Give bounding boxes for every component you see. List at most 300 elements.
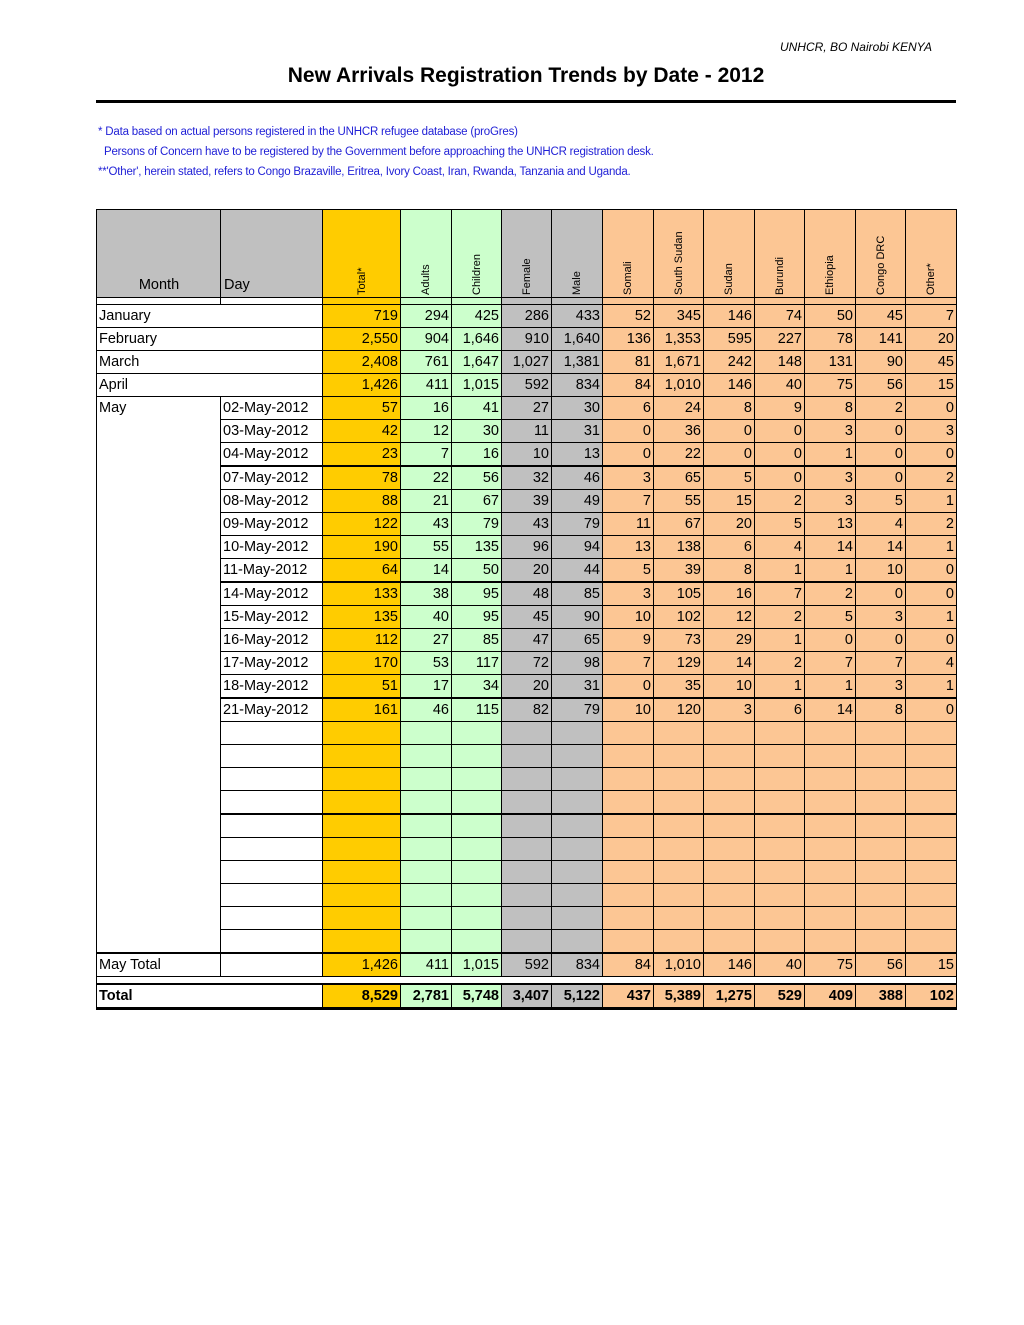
value-cell: 78 <box>323 466 401 490</box>
value-cell: 10 <box>856 559 906 583</box>
empty-cell <box>654 884 704 907</box>
column-header-label: Congo DRC <box>874 235 887 295</box>
empty-cell <box>552 722 603 745</box>
value-cell: 9 <box>755 397 805 420</box>
empty-cell <box>323 791 401 815</box>
empty-cell <box>654 838 704 861</box>
empty-cell <box>654 791 704 815</box>
empty-cell <box>755 768 805 791</box>
day-row <box>97 397 957 420</box>
empty-cell <box>552 768 603 791</box>
value-cell: 45 <box>502 606 552 629</box>
day-row <box>97 582 957 606</box>
value-cell: 1,275 <box>704 984 755 1009</box>
day-label: 07-May-2012 <box>221 466 323 490</box>
empty-row <box>97 791 957 815</box>
value-cell: 0 <box>856 582 906 606</box>
value-cell: 95 <box>452 606 502 629</box>
value-cell: 1,671 <box>654 351 704 374</box>
empty-cell <box>552 930 603 954</box>
value-cell: 51 <box>323 675 401 699</box>
note-line: Persons of Concern have to be registered by the Government before approaching the UNHCR registration desk. <box>104 146 654 158</box>
value-cell: 0 <box>906 698 957 722</box>
empty-cell <box>654 745 704 768</box>
column-header-label: Somali <box>622 261 634 295</box>
empty-cell <box>906 907 957 930</box>
empty-cell <box>502 907 552 930</box>
spacer-cell <box>221 298 323 305</box>
value-cell: 45 <box>906 351 957 374</box>
value-cell: 95 <box>452 582 502 606</box>
empty-cell <box>755 722 805 745</box>
value-cell: 29 <box>704 629 755 652</box>
value-cell: 135 <box>452 536 502 559</box>
value-cell: 16 <box>452 443 502 467</box>
value-cell: 15 <box>906 374 957 397</box>
value-cell: 30 <box>552 397 603 420</box>
column-header-label: Adults <box>420 264 432 295</box>
value-cell: 32 <box>502 466 552 490</box>
value-cell: 0 <box>755 443 805 467</box>
empty-cell <box>323 814 401 838</box>
value-cell: 190 <box>323 536 401 559</box>
value-cell: 5 <box>603 559 654 583</box>
empty-cell <box>805 768 856 791</box>
value-cell: 3 <box>603 466 654 490</box>
empty-cell <box>323 884 401 907</box>
value-cell: 16 <box>704 582 755 606</box>
value-cell: 40 <box>755 953 805 977</box>
value-cell: 6 <box>755 698 805 722</box>
value-cell: 27 <box>502 397 552 420</box>
value-cell: 138 <box>654 536 704 559</box>
value-cell: 146 <box>704 305 755 328</box>
value-cell: 79 <box>452 513 502 536</box>
value-cell: 94 <box>552 536 603 559</box>
value-cell: 13 <box>805 513 856 536</box>
note-line: **'Other', herein stated, refers to Congo Brazaville, Eritrea, Ivory Coast, Iran, Rwanda, Tanzania and Uganda. <box>98 166 631 178</box>
empty-cell <box>502 745 552 768</box>
value-cell: 294 <box>401 305 452 328</box>
column-header-label: Ethiopia <box>824 255 836 295</box>
value-cell: 433 <box>552 305 603 328</box>
value-cell: 81 <box>603 351 654 374</box>
day-label: 08-May-2012 <box>221 490 323 513</box>
value-cell: 146 <box>704 953 755 977</box>
empty-cell <box>654 768 704 791</box>
value-cell: 135 <box>323 606 401 629</box>
empty-cell <box>856 884 906 907</box>
value-cell: 47 <box>502 629 552 652</box>
column-header-label: Male <box>571 271 583 295</box>
value-cell: 834 <box>552 374 603 397</box>
value-cell: 0 <box>805 629 856 652</box>
value-cell: 74 <box>755 305 805 328</box>
title-rule <box>96 100 956 103</box>
value-cell: 7 <box>906 305 957 328</box>
empty-cell <box>603 745 654 768</box>
value-cell: 3 <box>805 490 856 513</box>
value-cell: 0 <box>906 629 957 652</box>
value-cell: 7 <box>805 652 856 675</box>
value-cell: 0 <box>755 420 805 443</box>
empty-cell <box>755 884 805 907</box>
month-row <box>97 374 957 397</box>
value-cell: 7 <box>603 652 654 675</box>
value-cell: 67 <box>654 513 704 536</box>
value-cell: 409 <box>805 984 856 1009</box>
empty-cell <box>856 838 906 861</box>
value-cell: 23 <box>323 443 401 467</box>
empty-row <box>97 814 957 838</box>
day-row <box>97 629 957 652</box>
column-header <box>755 210 805 298</box>
value-cell: 48 <box>502 582 552 606</box>
value-cell: 141 <box>856 328 906 351</box>
day-label <box>221 768 323 791</box>
value-cell: 112 <box>323 629 401 652</box>
empty-row <box>97 722 957 745</box>
spacer-cell <box>502 298 552 305</box>
value-cell: 1,646 <box>452 328 502 351</box>
empty-cell <box>502 791 552 815</box>
day-row <box>97 559 957 583</box>
empty-cell <box>704 838 755 861</box>
value-cell: 1,640 <box>552 328 603 351</box>
value-cell: 72 <box>502 652 552 675</box>
value-cell: 0 <box>906 559 957 583</box>
value-cell: 11 <box>603 513 654 536</box>
value-cell: 5,748 <box>452 984 502 1009</box>
empty-cell <box>906 884 957 907</box>
day-row <box>97 536 957 559</box>
value-cell: 3,407 <box>502 984 552 1009</box>
value-cell: 904 <box>401 328 452 351</box>
month-row <box>97 305 957 328</box>
empty-cell <box>603 722 654 745</box>
value-cell: 0 <box>603 443 654 467</box>
value-cell: 592 <box>502 374 552 397</box>
value-cell: 84 <box>603 953 654 977</box>
empty-cell <box>603 884 654 907</box>
day-row <box>97 513 957 536</box>
value-cell: 595 <box>704 328 755 351</box>
empty-cell <box>502 768 552 791</box>
value-cell: 129 <box>654 652 704 675</box>
footnotes <box>98 122 654 182</box>
page-title: New Arrivals Registration Trends by Date - 2012 <box>287 64 765 87</box>
empty-cell <box>552 745 603 768</box>
value-cell: 1 <box>906 606 957 629</box>
empty-cell <box>502 861 552 884</box>
spacer-cell <box>755 298 805 305</box>
value-cell: 22 <box>401 466 452 490</box>
value-cell: 6 <box>704 536 755 559</box>
value-cell: 75 <box>805 374 856 397</box>
empty-row <box>97 838 957 861</box>
value-cell: 1 <box>755 629 805 652</box>
value-cell: 425 <box>452 305 502 328</box>
day-row <box>97 490 957 513</box>
day-label <box>221 930 323 954</box>
value-cell: 82 <box>502 698 552 722</box>
empty-cell <box>452 861 502 884</box>
value-cell: 6 <box>603 397 654 420</box>
empty-cell <box>502 884 552 907</box>
value-cell: 46 <box>401 698 452 722</box>
value-cell: 17 <box>401 675 452 699</box>
value-cell: 52 <box>603 305 654 328</box>
month-row <box>97 351 957 374</box>
empty-cell <box>323 907 401 930</box>
value-cell: 1 <box>906 675 957 699</box>
empty-cell <box>805 745 856 768</box>
value-cell: 5 <box>755 513 805 536</box>
empty-cell <box>755 838 805 861</box>
empty-cell <box>323 930 401 954</box>
value-cell: 12 <box>401 420 452 443</box>
value-cell: 105 <box>654 582 704 606</box>
empty-cell <box>323 861 401 884</box>
value-cell: 2 <box>805 582 856 606</box>
value-cell: 2 <box>755 652 805 675</box>
spacer-cell <box>603 298 654 305</box>
column-header-label: Female <box>520 258 533 295</box>
empty-cell <box>906 838 957 861</box>
empty-cell <box>654 930 704 954</box>
value-cell: 136 <box>603 328 654 351</box>
empty-cell <box>452 722 502 745</box>
month-label: April <box>97 374 323 397</box>
empty-cell <box>906 745 957 768</box>
value-cell: 719 <box>323 305 401 328</box>
value-cell: 2 <box>755 606 805 629</box>
spacer-row <box>97 298 957 305</box>
empty-cell <box>401 745 452 768</box>
empty-cell <box>654 907 704 930</box>
day-row <box>97 698 957 722</box>
column-header <box>654 210 704 298</box>
value-cell: 31 <box>552 675 603 699</box>
empty-cell <box>704 884 755 907</box>
day-label <box>221 861 323 884</box>
value-cell: 21 <box>401 490 452 513</box>
value-cell: 14 <box>704 652 755 675</box>
value-cell: 90 <box>552 606 603 629</box>
empty-cell <box>452 884 502 907</box>
empty-cell <box>323 768 401 791</box>
value-cell: 2,408 <box>323 351 401 374</box>
value-cell: 14 <box>805 536 856 559</box>
empty-cell <box>856 861 906 884</box>
value-cell: 1 <box>755 675 805 699</box>
value-cell: 170 <box>323 652 401 675</box>
empty-cell <box>856 907 906 930</box>
month-header: Month <box>97 210 221 298</box>
empty-cell <box>603 907 654 930</box>
empty-cell <box>603 930 654 954</box>
value-cell: 39 <box>654 559 704 583</box>
value-cell: 12 <box>704 606 755 629</box>
value-cell: 13 <box>552 443 603 467</box>
column-header-label: Total* <box>355 267 368 295</box>
value-cell: 1,647 <box>452 351 502 374</box>
value-cell: 4 <box>755 536 805 559</box>
value-cell: 0 <box>856 466 906 490</box>
empty-cell <box>603 768 654 791</box>
empty-row <box>97 745 957 768</box>
empty-row <box>97 907 957 930</box>
value-cell: 27 <box>401 629 452 652</box>
value-cell: 3 <box>805 466 856 490</box>
value-cell: 31 <box>552 420 603 443</box>
spacer-row <box>97 977 957 985</box>
value-cell: 57 <box>323 397 401 420</box>
day-row <box>97 675 957 699</box>
day-row <box>97 443 957 467</box>
value-cell: 10 <box>502 443 552 467</box>
empty-cell <box>856 930 906 954</box>
value-cell: 49 <box>552 490 603 513</box>
empty-cell <box>856 745 906 768</box>
value-cell: 65 <box>552 629 603 652</box>
value-cell: 40 <box>401 606 452 629</box>
column-header <box>401 210 452 298</box>
value-cell: 5 <box>805 606 856 629</box>
empty-cell <box>552 814 603 838</box>
value-cell: 13 <box>603 536 654 559</box>
value-cell: 161 <box>323 698 401 722</box>
value-cell: 7 <box>603 490 654 513</box>
empty-cell <box>603 861 654 884</box>
value-cell: 0 <box>704 443 755 467</box>
value-cell: 22 <box>654 443 704 467</box>
value-cell: 0 <box>906 397 957 420</box>
value-cell: 4 <box>906 652 957 675</box>
empty-cell <box>755 745 805 768</box>
value-cell: 1,010 <box>654 953 704 977</box>
value-cell: 120 <box>654 698 704 722</box>
month-row <box>97 328 957 351</box>
day-label: 10-May-2012 <box>221 536 323 559</box>
value-cell: 14 <box>856 536 906 559</box>
day-label <box>221 791 323 815</box>
empty-cell <box>401 907 452 930</box>
value-cell: 67 <box>452 490 502 513</box>
empty-cell <box>906 768 957 791</box>
value-cell: 7 <box>401 443 452 467</box>
empty-cell <box>906 861 957 884</box>
day-header: Day <box>221 210 323 298</box>
empty-cell <box>452 814 502 838</box>
spacer-cell <box>323 298 401 305</box>
month-label: January <box>97 305 323 328</box>
value-cell: 834 <box>552 953 603 977</box>
value-cell: 1,381 <box>552 351 603 374</box>
day-label: 09-May-2012 <box>221 513 323 536</box>
empty-cell <box>552 861 603 884</box>
value-cell: 38 <box>401 582 452 606</box>
value-cell: 42 <box>323 420 401 443</box>
value-cell: 50 <box>452 559 502 583</box>
empty-cell <box>805 814 856 838</box>
empty-cell <box>805 791 856 815</box>
value-cell: 5,389 <box>654 984 704 1009</box>
spacer-cell <box>452 298 502 305</box>
organization-label: UNHCR, BO Nairobi KENYA <box>779 40 932 54</box>
value-cell: 85 <box>552 582 603 606</box>
value-cell: 98 <box>552 652 603 675</box>
spacer-cell <box>552 298 603 305</box>
value-cell: 5 <box>704 466 755 490</box>
column-header <box>603 210 654 298</box>
day-label <box>221 884 323 907</box>
day-label <box>221 838 323 861</box>
value-cell: 79 <box>552 513 603 536</box>
value-cell: 75 <box>805 953 856 977</box>
empty-cell <box>906 814 957 838</box>
day-row <box>97 466 957 490</box>
day-label: 02-May-2012 <box>221 397 323 420</box>
empty-row <box>97 768 957 791</box>
empty-cell <box>323 722 401 745</box>
value-cell: 102 <box>906 984 957 1009</box>
value-cell: 8 <box>704 559 755 583</box>
may-total-day <box>221 953 323 977</box>
value-cell: 345 <box>654 305 704 328</box>
day-label: 15-May-2012 <box>221 606 323 629</box>
value-cell: 20 <box>906 328 957 351</box>
empty-cell <box>805 838 856 861</box>
value-cell: 1 <box>805 559 856 583</box>
empty-cell <box>502 930 552 954</box>
value-cell: 1 <box>906 536 957 559</box>
value-cell: 14 <box>805 698 856 722</box>
value-cell: 388 <box>856 984 906 1009</box>
empty-cell <box>452 907 502 930</box>
value-cell: 1,426 <box>323 953 401 977</box>
value-cell: 1,353 <box>654 328 704 351</box>
value-cell: 2,550 <box>323 328 401 351</box>
value-cell: 7 <box>856 652 906 675</box>
empty-cell <box>805 930 856 954</box>
value-cell: 14 <box>401 559 452 583</box>
spacer-cell <box>906 298 957 305</box>
value-cell: 88 <box>323 490 401 513</box>
empty-cell <box>603 814 654 838</box>
empty-cell <box>654 722 704 745</box>
value-cell: 20 <box>502 675 552 699</box>
spacer-cell <box>805 298 856 305</box>
empty-cell <box>755 791 805 815</box>
day-label: 11-May-2012 <box>221 559 323 583</box>
empty-cell <box>704 722 755 745</box>
value-cell: 1,027 <box>502 351 552 374</box>
empty-cell <box>704 745 755 768</box>
value-cell: 1 <box>906 490 957 513</box>
day-label: 14-May-2012 <box>221 582 323 606</box>
value-cell: 45 <box>856 305 906 328</box>
value-cell: 36 <box>654 420 704 443</box>
value-cell: 2 <box>856 397 906 420</box>
empty-cell <box>805 861 856 884</box>
day-label: 04-May-2012 <box>221 443 323 467</box>
value-cell: 1 <box>755 559 805 583</box>
value-cell: 73 <box>654 629 704 652</box>
may-total-label: May Total <box>97 953 221 977</box>
value-cell: 5 <box>856 490 906 513</box>
empty-cell <box>401 861 452 884</box>
